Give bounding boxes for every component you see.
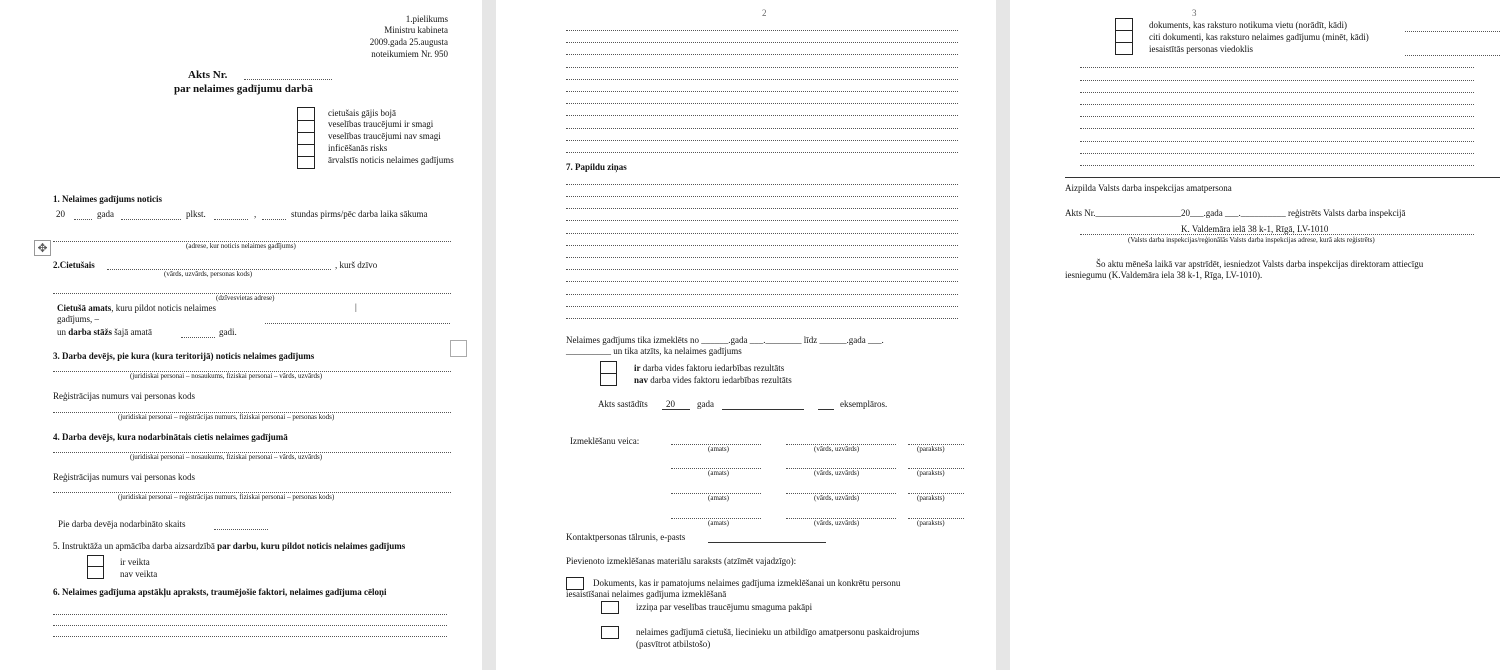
section-divider (1065, 177, 1500, 178)
s1-year: 20 (56, 209, 65, 219)
s1-tail: stundas pirms/pēc darba laika sākuma (291, 209, 428, 219)
sign-2-signature-hint: (paraksts) (917, 469, 945, 477)
material-doc-line-2: iesaistīšanai nelaimes gadījuma izmeklēšanā (566, 589, 727, 599)
material-expl-checkbox[interactable] (601, 626, 619, 639)
drawn-tail: eksemplāros. (840, 399, 888, 409)
s7-line-10[interactable] (566, 294, 958, 295)
sign-2-name-hint: (vārds, uzvārds) (814, 469, 860, 477)
s7-line-5[interactable] (566, 233, 958, 234)
victim-address-hint: (dzīvesvietas adrese) (216, 294, 275, 302)
seniority-line: un darba stāžs šajā amatā (57, 327, 152, 337)
s3-name-hint: (juridiskai personai – nosaukums, fiziskai personai – vārds, uzvārds) (130, 372, 323, 380)
training-no-checkbox[interactable] (87, 566, 104, 579)
materials-title: Pievienoto izmeklēšanas materiālu saraksts (atzīmēt vajadzīgo): (566, 556, 797, 566)
section-2-title: 2.Cietušais (53, 260, 95, 270)
doc-item-label-3: iesaistītās personas viedoklis (1149, 44, 1253, 54)
material-expl-line-1: nelaimes gadījumā cietušā, liecinieku un atbildīgo amatpersonu paskaidrojums (636, 627, 920, 637)
material-cert-checkbox[interactable] (601, 601, 619, 614)
document-page-2 (496, 0, 996, 670)
contact-field[interactable] (708, 542, 826, 543)
sign-4-position-hint: (amats) (708, 519, 729, 527)
section-7-title: 7. Papildu ziņas (566, 162, 627, 172)
material-doc-line-1: Dokuments, kas ir pamatojums nelaimes gadījuma izmeklēšanai un konkrētu personu (593, 578, 901, 588)
employees-field[interactable] (214, 529, 268, 530)
p3-line-4[interactable] (1080, 104, 1474, 105)
s6-line-1[interactable] (53, 614, 447, 615)
act-number-field[interactable] (244, 79, 332, 80)
p3-line-3[interactable] (1080, 92, 1474, 93)
drawn-gada: gada (697, 399, 714, 409)
s6-cont-line-3[interactable] (566, 54, 958, 55)
section-6-title: 6. Nelaimes gadījuma apstākļu apraksts, traumējošie faktori, nelaimes gadījuma cēloņi (53, 587, 387, 597)
section-3-title: 3. Darba devējs, pie kura (kura teritorijā) noticis nelaimes gadījums (53, 351, 315, 361)
s6-cont-line-11[interactable] (566, 152, 958, 153)
act-number-label: Akts Nr. (188, 69, 228, 81)
s7-line-4[interactable] (566, 220, 958, 221)
investigated-by-label: Izmeklēšanu veica: (570, 436, 640, 446)
s7-line-3[interactable] (566, 208, 958, 209)
outcome-label-3: veselības traucējumi nav smagi (328, 131, 441, 141)
page-number: 2 (762, 8, 767, 18)
annex-line-2: Ministru kabineta (384, 25, 448, 35)
p3-line-1[interactable] (1080, 67, 1474, 68)
s7-line-11[interactable] (566, 306, 958, 307)
training-no-label: nav veikta (120, 569, 158, 579)
factor-no-checkbox[interactable] (600, 373, 617, 386)
material-cert-label: izziņa par veselības traucējumu smaguma pakāpi (636, 602, 813, 612)
drawn-year: 20 (666, 399, 675, 409)
investigated-line-1: Nelaimes gadījums tika izmeklēts no ______.gada ___.________ līdz ______.gada ___. (566, 335, 884, 345)
doc-item-field-2[interactable] (1405, 55, 1500, 56)
s7-line-6[interactable] (566, 245, 958, 246)
training-yes-label: ir veikta (120, 557, 150, 567)
position-line: Cietušā amats, kuru pildot noticis nelaimes (57, 303, 216, 313)
seniority-tail: gadi. (219, 327, 237, 337)
registration-address-field[interactable] (1080, 234, 1474, 235)
doc-item-field-1[interactable] (1405, 31, 1500, 32)
s6-line-2[interactable] (53, 625, 447, 626)
s6-cont-line-5[interactable] (566, 79, 958, 80)
s7-line-12[interactable] (566, 318, 958, 319)
s3-reg-hint: (juridiskai personai – reģistrācijas numurs, fiziskai personai – personas kods) (118, 413, 335, 421)
outcome-checkbox-5[interactable] (297, 156, 315, 169)
s1-time-field[interactable] (214, 219, 248, 220)
document-page-1 (0, 0, 482, 670)
s1-gada: gada (97, 209, 114, 219)
s6-cont-line-10[interactable] (566, 140, 958, 141)
annex-line-1: 1.pielikums (405, 14, 448, 24)
registration-line: Akts Nr.___________________20___.gada ___.__________ reģistrēts Valsts darba inspekcijā (1065, 208, 1406, 218)
sign-4-name-hint: (vārds, uzvārds) (814, 519, 860, 527)
victim-name-hint: (vārds, uzvārds, personas kods) (164, 270, 253, 278)
outcome-label-1: cietušais gājis bojā (328, 108, 396, 118)
drawn-copies-field[interactable] (818, 409, 834, 410)
s4-name-hint: (juridiskai personai – nosaukums, fiziskai personai – vārds, uzvārds) (130, 453, 323, 461)
s1-plkst: plkst. (186, 209, 206, 219)
registration-address-hint: (Valsts darba inspekcijas/reģionālās Valsts darba inspekcijas adrese, kurā akts reģistrēts) (1128, 236, 1375, 244)
sign-1-name-hint: (vārds, uzvārds) (814, 445, 860, 453)
s6-cont-line-1[interactable] (566, 30, 958, 31)
sign-3-signature-hint: (paraksts) (917, 494, 945, 502)
appeal-line-2: iesniegumu (K.Valdemāra iela 38 k-1, Rīga, LV-1010). (1065, 270, 1263, 280)
side-marker-box[interactable] (450, 340, 467, 357)
annex-line-4: noteikumiem Nr. 950 (371, 49, 448, 59)
drawn-label: Akts sastādīts (598, 399, 648, 409)
sign-3-name-hint: (vārds, uzvārds) (814, 494, 860, 502)
s6-cont-line-6[interactable] (566, 91, 958, 92)
factor-no-label: nav darba vides faktoru iedarbības rezultāts (634, 375, 792, 385)
filled-by-label: Aizpilda Valsts darba inspekcijas amatpersona (1065, 183, 1232, 193)
s7-line-9[interactable] (566, 281, 958, 282)
p3-line-6[interactable] (1080, 128, 1474, 129)
s3-reg-label: Reģistrācijas numurs vai personas kods (53, 391, 195, 401)
p3-line-5[interactable] (1080, 116, 1474, 117)
position-cont: gadījums, – (57, 314, 99, 324)
registration-address: K. Valdemāra ielā 38 k-1, Rīgā, LV-1010 (1181, 224, 1329, 234)
position-caret: | (355, 302, 357, 312)
s6-cont-line-4[interactable] (566, 67, 958, 68)
material-expl-line-2: (pasvītrot atbilstošo) (636, 639, 711, 649)
contact-label: Kontaktpersonas tālrunis, e-pasts (566, 532, 686, 542)
p3-line-2[interactable] (1080, 80, 1474, 81)
s6-line-3[interactable] (53, 636, 447, 637)
doc-item-checkbox-3[interactable] (1115, 42, 1133, 55)
s1-comma: , (254, 209, 257, 219)
outcome-label-5: ārvalstīs noticis nelaimes gadījums (328, 155, 454, 165)
p3-line-8[interactable] (1080, 153, 1474, 154)
act-title: par nelaimes gadījumu darbā (174, 83, 313, 95)
section-5-title: 5. Instruktāža un apmācība darba aizsardzībā par darbu, kuru pildot noticis nelaimes gadījums (53, 541, 406, 551)
s7-line-8[interactable] (566, 269, 958, 270)
s1-year-field[interactable] (74, 219, 92, 220)
annex-line-3: 2009.gada 25.augusta (369, 37, 448, 47)
s6-cont-line-8[interactable] (566, 115, 958, 116)
outcome-label-4: inficēšanās risks (328, 143, 388, 153)
seniority-field[interactable] (181, 337, 215, 338)
s1-address-hint: (adrese, kur noticis nelaimes gadījums) (186, 242, 296, 250)
move-icon[interactable]: ✥ (34, 240, 51, 256)
position-field[interactable] (265, 323, 450, 324)
factor-yes-label: ir darba vides faktoru iedarbības rezultāts (634, 363, 785, 373)
sign-1-position-hint: (amats) (708, 445, 729, 453)
employees-label: Pie darba devēja nodarbināto skaits (58, 519, 186, 529)
page-number: 3 (1192, 8, 1197, 18)
s1-hours-field[interactable] (262, 219, 286, 220)
outcome-checkbox-1[interactable] (297, 107, 315, 121)
s7-line-2[interactable] (566, 196, 958, 197)
p3-line-7[interactable] (1080, 141, 1474, 142)
sign-3-position-hint: (amats) (708, 494, 729, 502)
sign-1-signature-hint: (paraksts) (917, 445, 945, 453)
section-4-title: 4. Darba devējs, kura nodarbinātais cietis nelaimes gadījumā (53, 432, 288, 442)
s6-cont-line-2[interactable] (566, 42, 958, 43)
document-page-3 (1010, 0, 1500, 670)
appeal-line-1: Šo aktu mēneša laikā var apstrīdēt, iesniedzot Valsts darba inspekcijas direktoram attiecīgu (1096, 259, 1424, 269)
drawn-year-field[interactable] (662, 409, 690, 410)
s1-date-field[interactable] (121, 219, 181, 220)
doc-item-label-1: dokuments, kas raksturo notikuma vietu (norādīt, kādi) (1149, 20, 1347, 30)
s4-reg-label: Reģistrācijas numurs vai personas kods (53, 472, 195, 482)
doc-item-label-2: citi dokumenti, kas raksturo nelaimes gadījumu (minēt, kādi) (1149, 32, 1369, 42)
s7-line-7[interactable] (566, 257, 958, 258)
s4-reg-hint: (juridiskai personai – reģistrācijas numurs, fiziskai personai – personas kods) (118, 493, 335, 501)
s6-cont-line-9[interactable] (566, 128, 958, 129)
s6-cont-line-7[interactable] (566, 103, 958, 104)
drawn-date-field[interactable] (722, 409, 804, 410)
sign-4-signature-hint: (paraksts) (917, 519, 945, 527)
s2-tail: , kurš dzīvo (335, 260, 378, 270)
investigated-line-2: __________ un tika atzīts, ka nelaimes gadījums (566, 346, 742, 356)
section-1-title: 1. Nelaimes gadījums noticis (53, 194, 162, 204)
p3-line-9[interactable] (1080, 165, 1474, 166)
outcome-label-2: veselības traucējumi ir smagi (328, 119, 434, 129)
sign-2-position-hint: (amats) (708, 469, 729, 477)
s7-line-1[interactable] (566, 184, 958, 185)
